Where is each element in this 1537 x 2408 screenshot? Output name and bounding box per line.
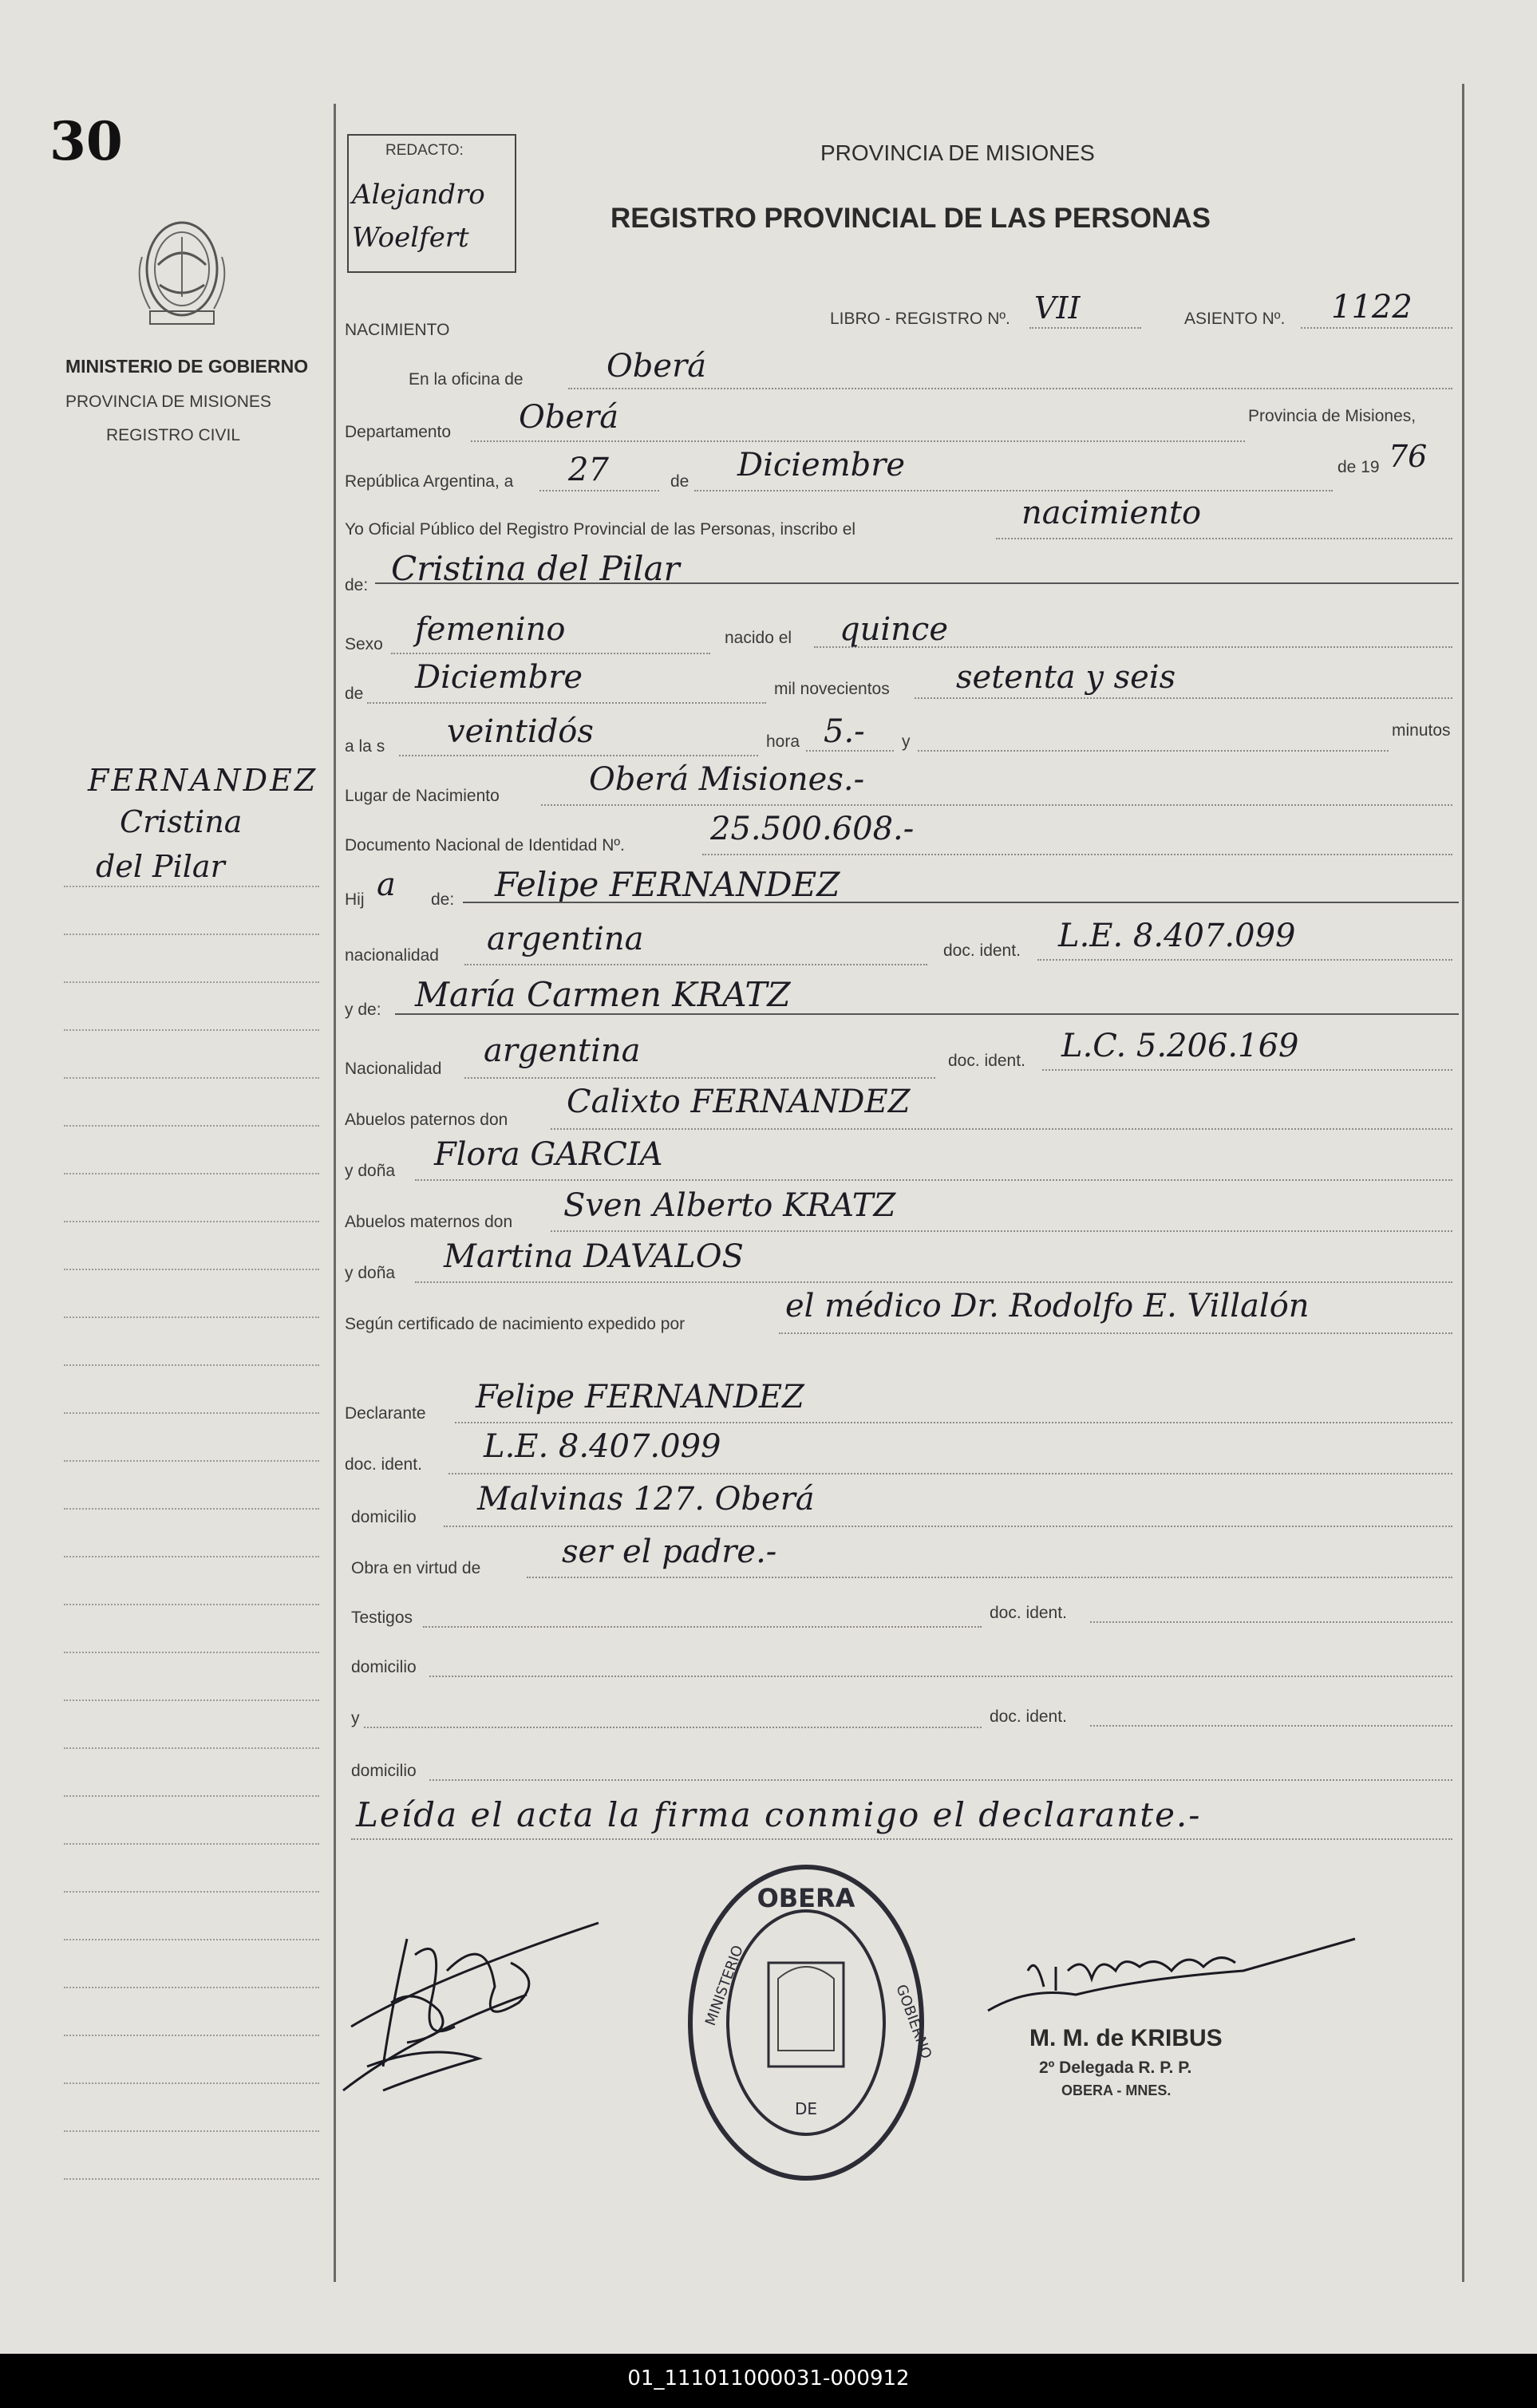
redacto-name-line1: Alejandro [352,179,485,211]
departamento-value: Oberá [519,399,619,436]
page-number: 30 [49,110,123,172]
official-title: 2º Delegada R. P. P. [1039,2059,1192,2077]
nombre-rule [375,582,1459,584]
acto-value: nacimiento [1021,495,1202,531]
nac-de-label: de [345,685,364,703]
obra-label: Obra en virtud de [351,1559,481,1577]
coat-of-arms-icon [126,209,238,337]
testigo2-y-label: y [351,1709,360,1727]
nacido-label: nacido el [725,629,792,647]
ala-label: a la s [345,737,385,756]
hij-de-label: de: [431,890,455,909]
svg-text:GOBIERNO: GOBIERNO [892,1982,935,2062]
abuela-paterna-value: Flora GARCIA [434,1136,663,1173]
certificado-value: el médico Dr. Rodolfo E. Villalón [785,1288,1310,1324]
header-province: PROVINCIA DE MISIONES [820,140,1095,165]
declarante-value: Felipe FERNANDEZ [476,1379,804,1415]
yo-oficial-label: Yo Oficial Público del Registro Provincial de las Personas, inscribo el [345,520,856,539]
anio-label: de 19 [1337,458,1380,476]
abuelo-materno-value: Sven Alberto KRATZ [563,1187,896,1224]
mil-value: setenta y seis [956,659,1176,696]
margin-given-name-2: del Pilar [96,849,225,884]
mes-de-label: de [670,472,689,491]
hora-label: hora [766,732,800,751]
declarante-doc-value: L.E. 8.407.099 [484,1428,721,1465]
nacionalidad-madre-value: argentina [484,1032,641,1069]
abuela-materna-value: Martina DAVALOS [444,1238,744,1275]
margin-given-name-1: Cristina [120,804,243,839]
departamento-label: Departamento [345,423,452,441]
padre-value: Felipe FERNANDEZ [495,865,840,904]
mes-nac-value: Diciembre [415,659,583,696]
declarant-signature [335,1907,622,2098]
republica-label: República Argentina, a [345,472,514,491]
doc-padre-label: doc. ident. [943,941,1021,960]
hora-y-label: y [902,732,911,751]
domicilio-label: domicilio [351,1508,417,1526]
margin-surname: FERNANDEZ [88,763,318,798]
sexo-value: femenino [415,611,566,648]
lugar-value: Oberá Misiones.- [589,761,865,798]
svg-text:MINISTERIO: MINISTERIO [701,1943,747,2028]
abuelo-paterno-value: Calixto FERNANDEZ [567,1084,911,1120]
ministry-label: MINISTERIO DE GOBIERNO [65,356,309,377]
dia-value: 27 [568,452,609,488]
dni-label: Documento Nacional de Identidad Nº. [345,836,625,855]
abuela-materna-label: y doña [345,1264,396,1282]
madre-label: y de: [345,1001,381,1019]
svg-text:OBERA: OBERA [757,1883,855,1913]
svg-text:DE: DE [794,2099,818,2118]
testigos-domicilio-label: domicilio [351,1658,417,1676]
nacionalidad-padre-label: nacionalidad [345,946,439,965]
doc-madre-label: doc. ident. [948,1052,1025,1070]
closing-text: Leída el acta la firma conmigo el declarante.- [356,1795,1202,1834]
libro-value: VII [1034,290,1081,326]
sexo-label: Sexo [345,635,383,653]
certificado-label: Según certificado de nacimiento expedido por [345,1315,686,1333]
nacionalidad-madre-label: Nacionalidad [345,1060,442,1078]
footer-image-id: 01_111011000031-000912 [627,2367,910,2390]
registro-civil-label: REGISTRO CIVIL [106,426,241,444]
redacto-box [347,134,516,273]
header-title: REGISTRO PROVINCIAL DE LAS PERSONAS [610,203,1211,234]
official-seal-stamp [682,1859,935,2186]
dni-value: 25.500.608.- [710,811,915,847]
testigo2-domicilio-label: domicilio [351,1762,417,1780]
mil-novecientos-label: mil novecientos [774,680,890,698]
minutos-label: minutos [1392,721,1451,740]
nacionalidad-padre-value: argentina [487,921,644,957]
left-province-label: PROVINCIA DE MISIONES [65,393,271,411]
padre-rule [463,902,1459,903]
main-frame-right-line [1462,84,1464,2282]
hij-label: Hij [345,890,365,909]
nacido-value: quince [840,611,948,648]
redacto-label: REDACTO: [385,142,464,159]
obra-value: ser el padre.- [562,1534,777,1570]
asiento-label: ASIENTO Nº. [1184,310,1286,328]
madre-value: María Carmen KRATZ [415,975,791,1014]
official-signature [980,1923,1363,2035]
hij-suffix: a [377,866,396,903]
testigos-doc-label: doc. ident. [990,1604,1067,1622]
nombre-de-label: de: [345,576,369,594]
redacto-name-line2: Woelfert [352,222,469,254]
doc-madre-value: L.C. 5.206.169 [1061,1028,1299,1064]
abuela-paterna-label: y doña [345,1162,396,1180]
declarante-label: Declarante [345,1404,426,1423]
abuelo-materno-label: Abuelos maternos don [345,1213,513,1231]
declarante-doc-label: doc. ident. [345,1455,422,1474]
hora-value: 5.- [824,713,865,750]
nombre-value: Cristina del Pilar [391,549,680,588]
testigo2-doc-label: doc. ident. [990,1707,1067,1726]
abuelo-paterno-label: Abuelos paternos don [345,1111,508,1129]
anio-value: 76 [1389,439,1428,474]
oficina-label: En la oficina de [409,370,524,389]
madre-rule [395,1013,1459,1015]
libro-label: LIBRO - REGISTRO Nº. [830,310,1010,328]
record-type-label: NACIMIENTO [345,321,450,339]
ala-value: veintidós [447,713,594,750]
testigos-label: Testigos [351,1609,413,1627]
provincia-label: Provincia de Misiones, [1248,407,1416,425]
official-name: M. M. de KRIBUS [1029,2025,1223,2051]
mes-value: Diciembre [737,447,906,484]
asiento-value: 1122 [1331,289,1413,326]
official-place: OBERA - MNES. [1061,2082,1172,2098]
domicilio-value: Malvinas 127. Oberá [477,1481,815,1518]
oficina-value: Oberá [607,348,707,385]
lugar-label: Lugar de Nacimiento [345,787,500,805]
doc-padre-value: L.E. 8.407.099 [1058,918,1296,954]
